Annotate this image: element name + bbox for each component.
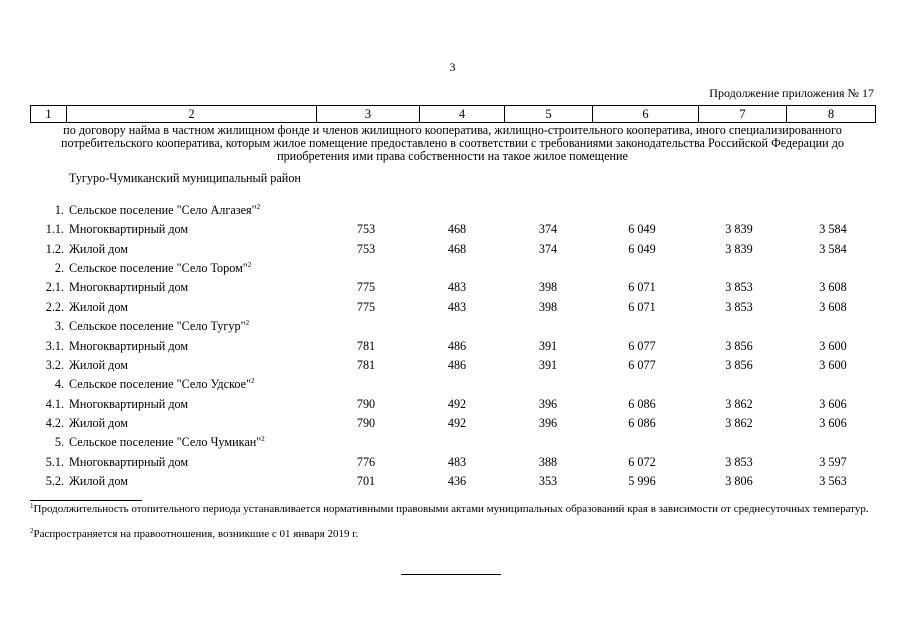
row-name-text: Многоквартирный дом <box>69 396 189 411</box>
value-cell: 6 077 <box>628 357 656 372</box>
settlement-row <box>0 318 905 334</box>
district-name: Тугуро-Чумиканский муниципальный район <box>69 171 301 185</box>
value-cell: 776 <box>356 454 376 469</box>
footnote-text: Продолжительность отопительного периода устанавливается нормативными правовыми актами муниципальных образований края в зависимости от среднесуточных температур. <box>33 503 869 515</box>
value-cell: 492 <box>447 396 467 411</box>
table-row <box>0 473 905 489</box>
value-cell: 483 <box>447 454 467 469</box>
value-cell: 398 <box>538 280 558 295</box>
value-cell: 781 <box>356 338 376 353</box>
row-number: 1.1. <box>45 222 64 237</box>
row-name <box>69 396 188 412</box>
column-header-row <box>31 106 876 123</box>
column-header: 4 <box>420 106 505 123</box>
row-name <box>69 299 128 315</box>
row-number: 2. <box>54 261 64 276</box>
row-name <box>69 338 188 354</box>
value-cell: 6 049 <box>628 241 656 256</box>
row-number: 3.2. <box>45 357 64 372</box>
row-number: 5.2. <box>45 474 64 489</box>
footnote-text: Распространяется на правоотношения, возникшие с 01 января 2019 г. <box>33 528 359 540</box>
value-cell: 775 <box>356 280 376 295</box>
value-cell: 468 <box>447 222 467 237</box>
value-cell: 391 <box>538 338 558 353</box>
row-name <box>69 260 251 276</box>
value-cell: 3 597 <box>819 454 847 469</box>
value-cell: 3 853 <box>725 299 753 314</box>
row-number: 3.1. <box>45 338 64 353</box>
row-name <box>69 376 254 392</box>
value-cell: 486 <box>447 357 467 372</box>
footnote-ref: 2 <box>261 435 265 444</box>
value-cell: 3 856 <box>725 338 753 353</box>
value-cell: 374 <box>538 222 558 237</box>
column-header: 8 <box>787 106 876 123</box>
value-cell: 3 839 <box>725 222 753 237</box>
footnote-ref: 2 <box>250 377 255 386</box>
appendix-label: Продолжение приложения № 17 <box>709 86 874 100</box>
row-name <box>69 202 260 218</box>
end-divider <box>401 574 501 575</box>
settlement-row <box>0 434 905 450</box>
value-cell: 492 <box>447 416 467 431</box>
row-name <box>69 318 249 334</box>
value-cell: 3 563 <box>819 474 847 489</box>
value-cell: 3 584 <box>819 241 847 256</box>
value-cell: 3 806 <box>725 474 753 489</box>
row-name <box>69 241 128 257</box>
value-cell: 396 <box>538 416 558 431</box>
value-cell: 468 <box>447 241 467 256</box>
footnote-ref: 2 <box>247 261 252 270</box>
row-name-text: Сельское поселение "Село Удское" <box>69 377 251 392</box>
row-name-text: Жилой дом <box>69 416 128 431</box>
row-name <box>69 221 188 237</box>
footnote-1 <box>30 504 875 515</box>
value-cell: 398 <box>538 299 558 314</box>
value-cell: 790 <box>356 416 376 431</box>
row-number: 2.2. <box>45 299 64 314</box>
value-cell: 6 086 <box>628 416 656 431</box>
intro-paragraph: по договору найма в частном жилищном фонде и членов жилищного кооператива, жилищно-строительного кооператива, иного специализированного потребительского кооператива, которым жилое помещение предоставлено в соответствии с требованиями законодательства Российской Федерации до приобретения ими права собственности на такое жилое помещение <box>60 123 844 163</box>
value-cell: 388 <box>538 454 558 469</box>
row-name <box>69 473 128 489</box>
row-name-text: Многоквартирный дом <box>69 222 189 237</box>
row-number: 5.1. <box>45 454 64 469</box>
value-cell: 3 839 <box>725 241 753 256</box>
row-name-text: Сельское поселение "Село Тугур" <box>69 319 246 334</box>
table-row <box>0 396 905 412</box>
value-cell: 3 606 <box>819 396 847 411</box>
footnote-divider <box>30 500 142 501</box>
column-header: 1 <box>31 106 67 123</box>
table-row <box>0 415 905 431</box>
value-cell: 6 086 <box>628 396 656 411</box>
footnote-mark: 1 <box>30 502 34 510</box>
column-header: 6 <box>593 106 699 123</box>
value-cell: 3 853 <box>725 454 753 469</box>
value-cell: 436 <box>447 474 467 489</box>
footnote-2 <box>30 527 875 541</box>
row-number: 5. <box>54 435 64 450</box>
footnote-ref: 2 <box>256 203 261 211</box>
row-name-text: Сельское поселение "Село Тором" <box>69 261 248 276</box>
row-number: 4. <box>54 377 64 392</box>
row-number: 4.2. <box>45 416 64 431</box>
row-name-text: Жилой дом <box>69 299 128 314</box>
value-cell: 3 608 <box>819 299 847 314</box>
value-cell: 753 <box>356 222 376 237</box>
row-number: 4.1. <box>45 396 64 411</box>
value-cell: 790 <box>356 396 376 411</box>
value-cell: 6 071 <box>628 280 656 295</box>
row-name <box>69 279 188 295</box>
row-name <box>69 434 265 450</box>
table-row <box>0 279 905 295</box>
row-name-text: Жилой дом <box>69 357 128 372</box>
settlement-row <box>0 202 905 218</box>
row-number: 2.1. <box>45 280 64 295</box>
value-cell: 3 853 <box>725 280 753 295</box>
row-name <box>69 415 128 431</box>
table-row <box>0 338 905 354</box>
row-number: 1.2. <box>45 241 64 256</box>
value-cell: 753 <box>356 241 376 256</box>
footnote-ref: 2 <box>245 319 250 328</box>
row-name-text: Многоквартирный дом <box>69 280 189 295</box>
table-row <box>0 454 905 470</box>
value-cell: 396 <box>538 396 558 411</box>
page-number: 3 <box>449 60 456 74</box>
value-cell: 5 996 <box>628 474 656 489</box>
value-cell: 3 862 <box>725 416 753 431</box>
settlement-row <box>0 376 905 392</box>
row-name <box>69 454 188 470</box>
column-header-table <box>30 105 876 123</box>
value-cell: 775 <box>356 299 376 314</box>
value-cell: 3 584 <box>819 222 847 237</box>
value-cell: 374 <box>538 241 558 256</box>
row-name-text: Многоквартирный дом <box>69 338 189 353</box>
row-number: 1. <box>54 203 64 217</box>
value-cell: 3 856 <box>725 357 753 372</box>
value-cell: 353 <box>538 474 558 489</box>
value-cell: 3 600 <box>819 338 847 353</box>
value-cell: 486 <box>447 338 467 353</box>
value-cell: 3 608 <box>819 280 847 295</box>
value-cell: 6 049 <box>628 222 656 237</box>
value-cell: 483 <box>447 280 467 295</box>
row-name-text: Жилой дом <box>69 241 128 256</box>
table-row <box>0 357 905 373</box>
value-cell: 483 <box>447 299 467 314</box>
column-header: 3 <box>317 106 420 123</box>
value-cell: 6 071 <box>628 299 656 314</box>
value-cell: 781 <box>356 357 376 372</box>
footnote-mark: 2 <box>30 527 34 535</box>
row-name-text: Сельское поселение "Село Чумикан" <box>69 435 262 450</box>
column-header: 5 <box>505 106 593 123</box>
settlement-row <box>0 260 905 276</box>
value-cell: 6 077 <box>628 338 656 353</box>
row-name <box>69 357 128 373</box>
value-cell: 3 862 <box>725 396 753 411</box>
table-row <box>0 221 905 237</box>
value-cell: 3 606 <box>819 416 847 431</box>
column-header: 7 <box>699 106 787 123</box>
value-cell: 3 600 <box>819 357 847 372</box>
table-row <box>0 241 905 257</box>
value-cell: 391 <box>538 357 558 372</box>
value-cell: 701 <box>356 474 376 489</box>
column-header: 2 <box>67 106 317 123</box>
row-name-text: Многоквартирный дом <box>69 454 189 469</box>
table-row <box>0 299 905 315</box>
value-cell: 6 072 <box>628 454 656 469</box>
row-name-text: Сельское поселение "Село Алгазея" <box>69 203 257 217</box>
row-number: 3. <box>54 319 64 334</box>
row-name-text: Жилой дом <box>69 474 128 489</box>
